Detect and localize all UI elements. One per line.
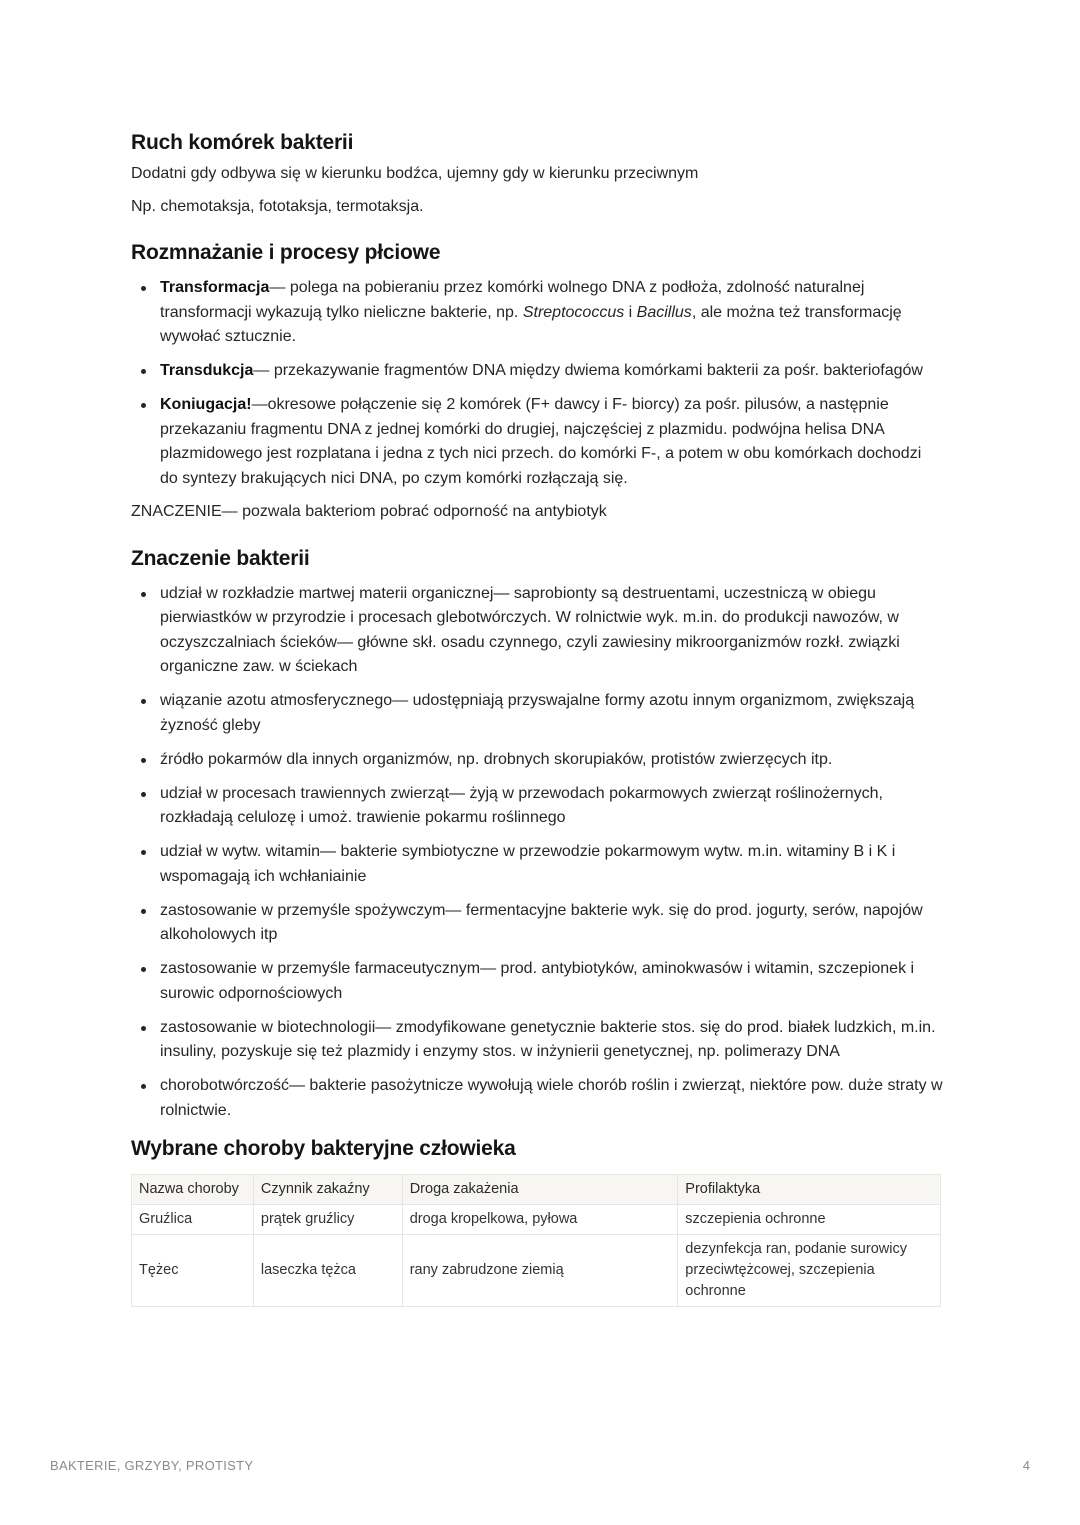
- table-cell: rany zabrudzone ziemią: [402, 1235, 678, 1307]
- list-item: zastosowanie w przemyśle spożywczym— fermentacyjne bakterie wyk. się do prod. jogurty, serów, napojów alkoholowych itp: [131, 899, 943, 948]
- list-item: udział w rozkładzie martwej materii organicznej— saprobionty są destruentami, uczestniczą w obiegu pierwiastków w przyrodzie i procesach glebotwórczych. W rolnictwie wyk. m.in. do produkcji nawozów, w oczyszczalniach ścieków— główne skł. osadu czynnego, czyli zawiesiny mikroorganizmów rozkł. związki organiczne zaw. w ściekach: [131, 582, 943, 680]
- document-page: [131, 128, 943, 1307]
- table-cell: laseczka tężca: [253, 1235, 402, 1307]
- list-item: źródło pokarmów dla innych organizmów, np. drobnych skorupiaków, protistów zwierzęcych itp.: [131, 748, 943, 773]
- table-cell: szczepienia ochronne: [678, 1205, 941, 1235]
- paragraph-ruch-definition: Dodatni gdy odbywa się w kierunku bodźca, ujemny gdy w kierunku przeciwnym: [131, 165, 699, 182]
- list-item: zastosowanie w biotechnologii— zmodyfikowane genetycznie bakterie stos. się do prod. białek ludzkich, m.in. insuliny, pozyskuje się też plazmidy i enzymy stos. w inżynierii genetycznej, np. polimerazy DNA: [131, 1016, 943, 1065]
- note-znaczenie: ZNACZENIE— pozwala bakteriom pobrać odporność na antybiotyk: [131, 502, 607, 520]
- table-row: [132, 1205, 941, 1235]
- page-number: 4: [1022, 1458, 1030, 1473]
- footer-title: BAKTERIE, GRZYBY, PROTISTY: [50, 1458, 254, 1473]
- heading-rozmnazanie: Rozmnażanie i procesy płciowe: [131, 241, 441, 264]
- column-header: Profilaktyka: [678, 1175, 941, 1205]
- list-item-koniugacja: [131, 393, 943, 491]
- table-cell: prątek gruźlicy: [253, 1205, 402, 1235]
- table-row: [132, 1235, 941, 1307]
- list-item: zastosowanie w przemyśle farmaceutycznym— prod. antybiotyków, aminokwasów i witamin, szczepionek i surowic odpornościowych: [131, 957, 943, 1006]
- list-item: wiązanie azotu atmosferycznego— udostępniają przyswajalne formy azotu innym organizmom, zwiększają żyzność gleby: [131, 689, 943, 738]
- text-segment: — polega na pobieraniu przez komórki wolnego DNA z podłoża, zdolność naturalnej transformacji wykazują tylko nieliczne bakterie, np.: [160, 279, 865, 321]
- list-item: udział w procesach trawiennych zwierząt— żyją w przewodach pokarmowych zwierząt roślinożernych, rozkładają celulozę i umoż. trawienie pokarmu roślinnego: [131, 782, 943, 831]
- column-header: Nazwa choroby: [132, 1175, 254, 1205]
- term-transformacja: Transformacja: [160, 279, 270, 296]
- list-item-transdukcja: [131, 359, 943, 384]
- table-cell: Gruźlica: [132, 1205, 254, 1235]
- table-cell: droga kropelkowa, pyłowa: [402, 1205, 678, 1235]
- table-header-row: [132, 1175, 941, 1205]
- term-koniugacja: Koniugacja!: [160, 396, 252, 413]
- heading-znaczenie: Znaczenie bakterii: [131, 546, 310, 570]
- species-bacillus: Bacillus: [636, 303, 692, 321]
- text-segment: , ale można też transformację wywołać sztucznie.: [160, 303, 902, 345]
- diseases-table: [131, 1174, 941, 1307]
- list-rozmnazanie: [131, 276, 943, 491]
- heading-ruch: Ruch komórek bakterii: [131, 131, 354, 154]
- column-header: Czynnik zakaźny: [253, 1175, 402, 1205]
- list-item: udział w wytw. witamin— bakterie symbiotyczne w przewodzie pokarmowym wytw. m.in. witaminy B i K i wspomagają ich wchłaniainie: [131, 840, 943, 889]
- text-segment: i: [624, 303, 637, 321]
- paragraph-ruch-examples: Np. chemotaksja, fototaksja, termotaksja.: [131, 198, 424, 215]
- text-segment: — przekazywanie fragmentów DNA między dwiema komórkami bakterii za pośr. bakteriofagów: [253, 362, 923, 379]
- list-item-transformacja: [131, 276, 943, 350]
- term-transdukcja: Transdukcja: [160, 362, 254, 379]
- column-header: Droga zakażenia: [402, 1175, 678, 1205]
- heading-choroby: Wybrane choroby bakteryjne człowieka: [131, 1137, 516, 1160]
- list-znaczenie: [131, 582, 943, 1124]
- species-streptococcus: Streptococcus: [522, 303, 625, 321]
- text-segment: —okresowe połączenie się 2 komórek (F+ dawcy i F- biorcy) za pośr. pilusów, a następnie przekazaniu fragmentu DNA z jednej komórki do drugiej, najczęściej z plazmidu. podwójna helisa DNA plazmidowego jest rozplatana i jedna z tych nici przech. do komórki F-, a potem w obu komórkach dochodzi do syntezy brakujących nici DNA, po czym komórki rozłączają się.: [160, 396, 922, 487]
- list-item: chorobotwórczość— bakterie pasożytnicze wywołują wiele chorób roślin i zwierząt, niektóre pow. duże straty w rolnictwie.: [131, 1074, 943, 1123]
- table-cell: dezynfekcja ran, podanie surowicy przeciwtężcowej, szczepienia ochronne: [678, 1235, 941, 1307]
- table-cell: Tężec: [132, 1235, 254, 1307]
